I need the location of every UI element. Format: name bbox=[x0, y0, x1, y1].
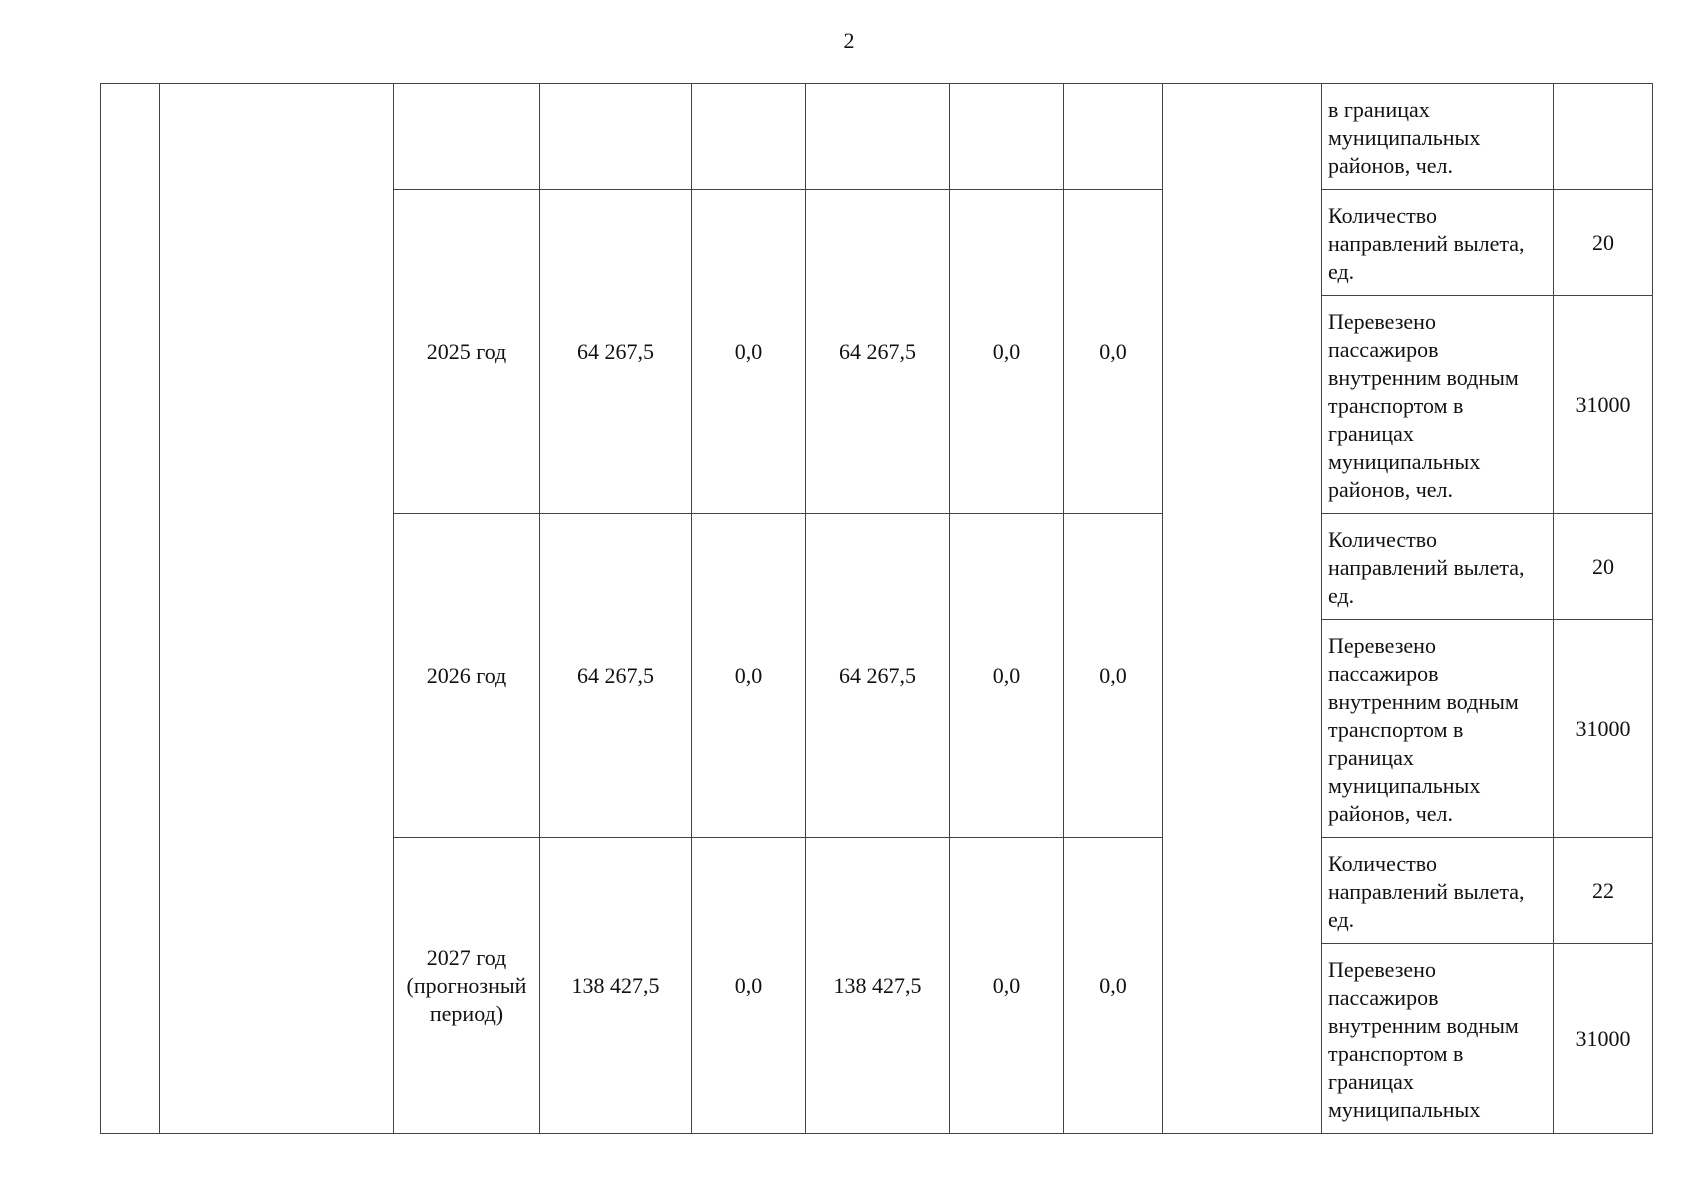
indicator-value: 31000 bbox=[1554, 944, 1653, 1134]
other-cell: 0,0 bbox=[1064, 190, 1163, 514]
federal-cell: 0,0 bbox=[692, 838, 806, 1134]
federal-cell: 0,0 bbox=[692, 514, 806, 838]
number-cell bbox=[101, 84, 160, 1134]
federal-cell: 0,0 bbox=[692, 190, 806, 514]
regional-cell: 64 267,5 bbox=[806, 190, 950, 514]
indicator-value: 20 bbox=[1554, 514, 1653, 620]
indicator-value: 31000 bbox=[1554, 620, 1653, 838]
indicator-value: 20 bbox=[1554, 190, 1653, 296]
regional-cell: 138 427,5 bbox=[806, 838, 950, 1134]
local-cell: 0,0 bbox=[950, 838, 1064, 1134]
indicator-name: Количество направлений вылета, ед. bbox=[1322, 838, 1554, 944]
federal-cell bbox=[692, 84, 806, 190]
regional-cell: 64 267,5 bbox=[806, 514, 950, 838]
indicator-name: Перевезено пассажиров внутренним водным транспортом в границах муниципальных bbox=[1322, 944, 1554, 1134]
local-cell: 0,0 bbox=[950, 190, 1064, 514]
indicator-name: Количество направлений вылета, ед. bbox=[1322, 190, 1554, 296]
total-cell bbox=[540, 84, 692, 190]
total-cell: 64 267,5 bbox=[540, 190, 692, 514]
year-cell: 2025 год bbox=[394, 190, 540, 514]
total-cell: 64 267,5 bbox=[540, 514, 692, 838]
year-cell: 2027 год (прогнозный период) bbox=[394, 838, 540, 1134]
other-cell bbox=[1064, 84, 1163, 190]
indicator-value: 31000 bbox=[1554, 296, 1653, 514]
page-number: 2 bbox=[843, 28, 855, 53]
financing-table bbox=[100, 83, 1653, 1134]
other-cell: 0,0 bbox=[1064, 514, 1163, 838]
indicator-name: Количество направлений вылета, ед. bbox=[1322, 514, 1554, 620]
year-cell: 2026 год bbox=[394, 514, 540, 838]
indicator-value: 22 bbox=[1554, 838, 1653, 944]
year-cell bbox=[394, 84, 540, 190]
total-cell: 138 427,5 bbox=[540, 838, 692, 1134]
executor-cell bbox=[1163, 84, 1322, 1134]
local-cell: 0,0 bbox=[950, 514, 1064, 838]
indicator-name: Перевезено пассажиров внутренним водным транспортом в границах муниципальных районов, чел. bbox=[1322, 620, 1554, 838]
regional-cell bbox=[806, 84, 950, 190]
other-cell: 0,0 bbox=[1064, 838, 1163, 1134]
indicator-name: в границах муниципальных районов, чел. bbox=[1322, 84, 1554, 190]
event-name-cell bbox=[160, 84, 394, 1134]
local-cell bbox=[950, 84, 1064, 190]
indicator-value bbox=[1554, 84, 1653, 190]
indicator-name: Перевезено пассажиров внутренним водным транспортом в границах муниципальных районов, чел. bbox=[1322, 296, 1554, 514]
table-row bbox=[101, 84, 1653, 190]
